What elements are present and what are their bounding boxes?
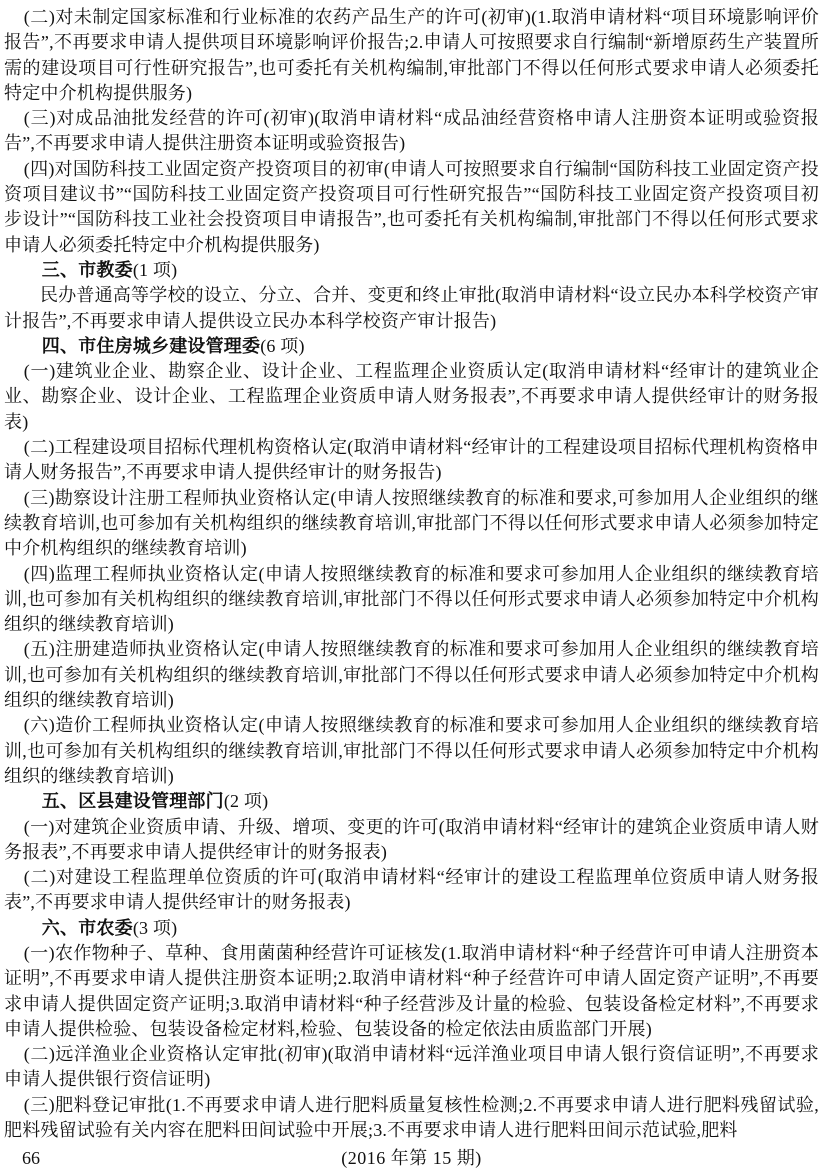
paragraph: (一)建筑业企业、勘察企业、设计企业、工程监理企业资质认定(取消申请材料“经审计的建筑业企业、勘察企业、设计企业、工程监理企业资质申请人财务报表”,不再要求申请人提供经审计的财务报表) xyxy=(4,361,819,432)
heading-department: 市农委 xyxy=(78,917,133,938)
heading-item-count: (3 项) xyxy=(132,917,178,938)
heading-number: 四、 xyxy=(41,335,79,356)
paragraph: (六)造价工程师执业资格认定(申请人按照继续教育的标准和要求可参加用人企业组织的继续教育培训,也可参加有关机构组织的继续教育培训,审批部门不得以任何形式要求申请人必须参加特定中介机构组织的继续教育培训) xyxy=(4,715,819,786)
heading-number: 六、 xyxy=(41,917,79,938)
heading-number: 五、 xyxy=(41,791,79,812)
section-heading xyxy=(4,916,819,941)
paragraph: (二)对建设工程监理单位资质的许可(取消申请材料“经审计的建设工程监理单位资质申请人财务报表”,不再要求申请人提供经审计的财务报表) xyxy=(4,867,819,913)
paragraph: (三)肥料登记审批(1.不再要求申请人进行肥料质量复核性检测;2.不再要求申请人进行肥料残留试验,肥料残留试验有关内容在肥料田间试验中开展;3.不再要求申请人进行肥料田间示范试验,肥料 xyxy=(4,1094,819,1141)
paragraph: (一)农作物种子、草种、食用菌菌种经营许可证核发(1.取消申请材料“种子经营许可申请人注册资本证明”,不再要求申请人提供注册资本证明;2.取消申请材料“种子经营许可申请人固定资产证明”,不再要求申请人提供固定资产证明;3.取消申请材料“种子经营涉及计量的检验、包装设备检定材料”,不再要求申请人提供检验、包装设备检定材料,检验、包装设备的检定依法由质监部门开展) xyxy=(4,942,819,1039)
heading-department: 市教委 xyxy=(78,259,133,280)
section-heading xyxy=(4,334,819,359)
paragraph: (三)勘察设计注册工程师执业资格认定(申请人按照继续教育的标准和要求,可参加用人企业组织的继续教育培训,也可参加有关机构组织的继续教育培训,审批部门不得以任何形式要求申请人必须参加特定中介机构组织的继续教育培训) xyxy=(4,487,819,559)
heading-department: 区县建设管理部门 xyxy=(78,791,224,812)
section-heading xyxy=(4,258,819,283)
heading-item-count: (6 项) xyxy=(260,335,305,356)
paragraph: (三)对成品油批发经营的许可(初审)(取消申请材料“成品油经营资格申请人注册资本证明或验资报告”,不再要求申请人提供注册资本证明或验资报告) xyxy=(4,108,819,154)
paragraph: (二)工程建设项目招标代理机构资格认定(取消申请材料“经审计的工程建设项目招标代理机构资格申请人财务报告”,不再要求申请人提供经审计的财务报告) xyxy=(4,437,819,483)
heading-number: 三、 xyxy=(41,259,79,280)
paragraph: 民办普通高等学校的设立、分立、合并、变更和终止审批(取消申请材料“设立民办本科学校资产审计报告”,不再要求申请人提供设立民办本科学校资产审计报告) xyxy=(4,285,819,331)
paragraph: (四)监理工程师执业资格认定(申请人按照继续教育的标准和要求可参加用人企业组织的继续教育培训,也可参加有关机构组织的继续教育培训,审批部门不得以任何形式要求申请人必须参加特定中介机构组织的继续教育培训) xyxy=(4,563,819,635)
paragraph: (四)对国防科技工业固定资产投资项目的初审(申请人可按照要求自行编制“国防科技工业固定资产投资项目建议书”“国防科技工业固定资产投资项目可行性研究报告”“国防科技工业固定资产投资项目初步设计”“国防科技工业社会投资项目申请报告”,也可委托有关机构编制,审批部门不得以任何形式要求申请人必须委托特定中介机构提供服务) xyxy=(4,158,819,255)
section-heading xyxy=(4,789,819,814)
heading-item-count: (2 项) xyxy=(223,791,269,812)
document-body xyxy=(4,5,819,1143)
page-number: 66 xyxy=(22,1148,40,1169)
page-footer xyxy=(4,1146,819,1170)
heading-item-count: (1 项) xyxy=(132,259,178,280)
paragraph: (二)远洋渔业企业资格认定审批(初审)(取消申请材料“远洋渔业项目申请人银行资信证明”,不再要求申请人提供银行资信证明) xyxy=(4,1044,819,1090)
paragraph: (二)对未制定国家标准和行业标准的农药产品生产的许可(初审)(1.取消申请材料“项目环境影响评价报告”,不再要求申请人提供项目环境影响评价报告;2.申请人可按照要求自行编制“新增原药生产装置所需的建设项目可行性研究报告”,也可委托有关机构编制,审批部门不得以任何形式要求申请人必须委托特定中介机构提供服务) xyxy=(4,7,819,103)
issue-label: (2016 年第 15 期) xyxy=(341,1148,482,1169)
heading-department: 市住房城乡建设管理委 xyxy=(78,335,261,356)
paragraph: (五)注册建造师执业资格认定(申请人按照继续教育的标准和要求可参加用人企业组织的继续教育培训,也可参加有关机构组织的继续教育培训,审批部门不得以任何形式要求申请人必须参加特定中介机构组织的继续教育培训) xyxy=(4,639,819,711)
paragraph: (一)对建筑企业资质申请、升级、增项、变更的许可(取消申请材料“经审计的建筑企业资质申请人财务报表”,不再要求申请人提供经审计的财务报表) xyxy=(4,816,819,862)
